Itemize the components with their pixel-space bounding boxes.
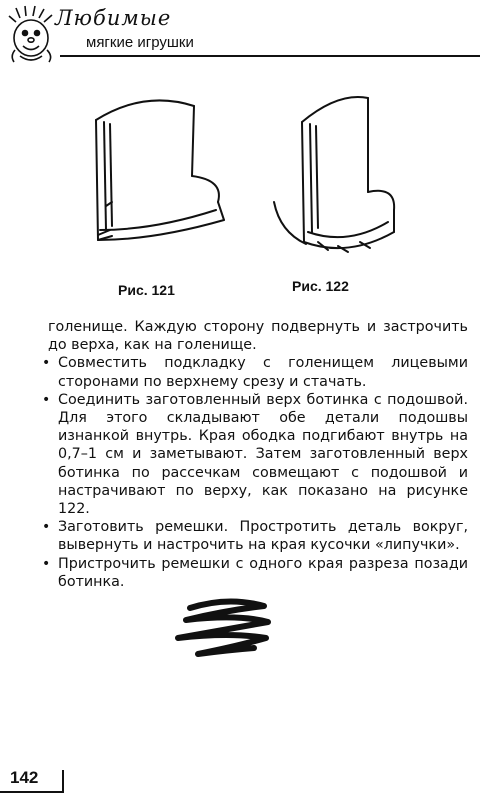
list-item-text: Совместить подкладку с голенищем лицевыми сторонами по верхнему срезу и стачать. — [58, 355, 468, 390]
list-item-text: Пристрочить ремешки с одного края разреза позади ботинка. — [58, 555, 468, 590]
list-item — [42, 391, 468, 518]
instructions-text — [42, 318, 468, 591]
bullet-marker: • — [42, 391, 51, 408]
boot-pattern-illustration — [84, 90, 234, 265]
footer-rule — [0, 791, 62, 793]
footer-rule-vertical — [62, 770, 64, 793]
figure-121-caption: Рис. 121 — [118, 282, 175, 298]
figure-122-caption: Рис. 122 — [292, 278, 349, 294]
header-rule — [60, 55, 480, 57]
list-item — [42, 354, 468, 390]
boot-sole-attachment-illustration — [268, 82, 408, 272]
brand-script-title: Любимые — [55, 6, 172, 30]
bullet-marker: • — [42, 519, 51, 536]
list-item-text: Соединить заготовленный верх ботинка с подошвой. Для этого складывают обе детали подошвы изнанкой внутрь. Края ободка подгибают внутрь на 0,7–1 см и заметывают. Затем заготовленный верх ботинка по рассечкам совмещают с подошвой и настрачивают по верху, как показано на рисунке 122. — [58, 391, 468, 518]
list-item — [42, 518, 468, 554]
scribble-ornament — [168, 598, 280, 660]
page-header — [0, 0, 488, 70]
list-item-text: Заготовить ремешки. Простротить деталь вокруг, вывернуть и настрочить на края кусочки «липучки». — [58, 519, 468, 554]
list-item — [42, 555, 468, 591]
brand-subtitle: мягкие игрушки — [86, 34, 194, 51]
doll-face-icon — [6, 4, 58, 66]
bullet-marker: • — [42, 355, 51, 372]
bullet-marker: • — [42, 555, 51, 572]
page-number: 142 — [10, 768, 39, 787]
intro-paragraph: голенище. Каждую сторону подвернуть и застрочить до верха, как на голенище. — [48, 319, 468, 354]
